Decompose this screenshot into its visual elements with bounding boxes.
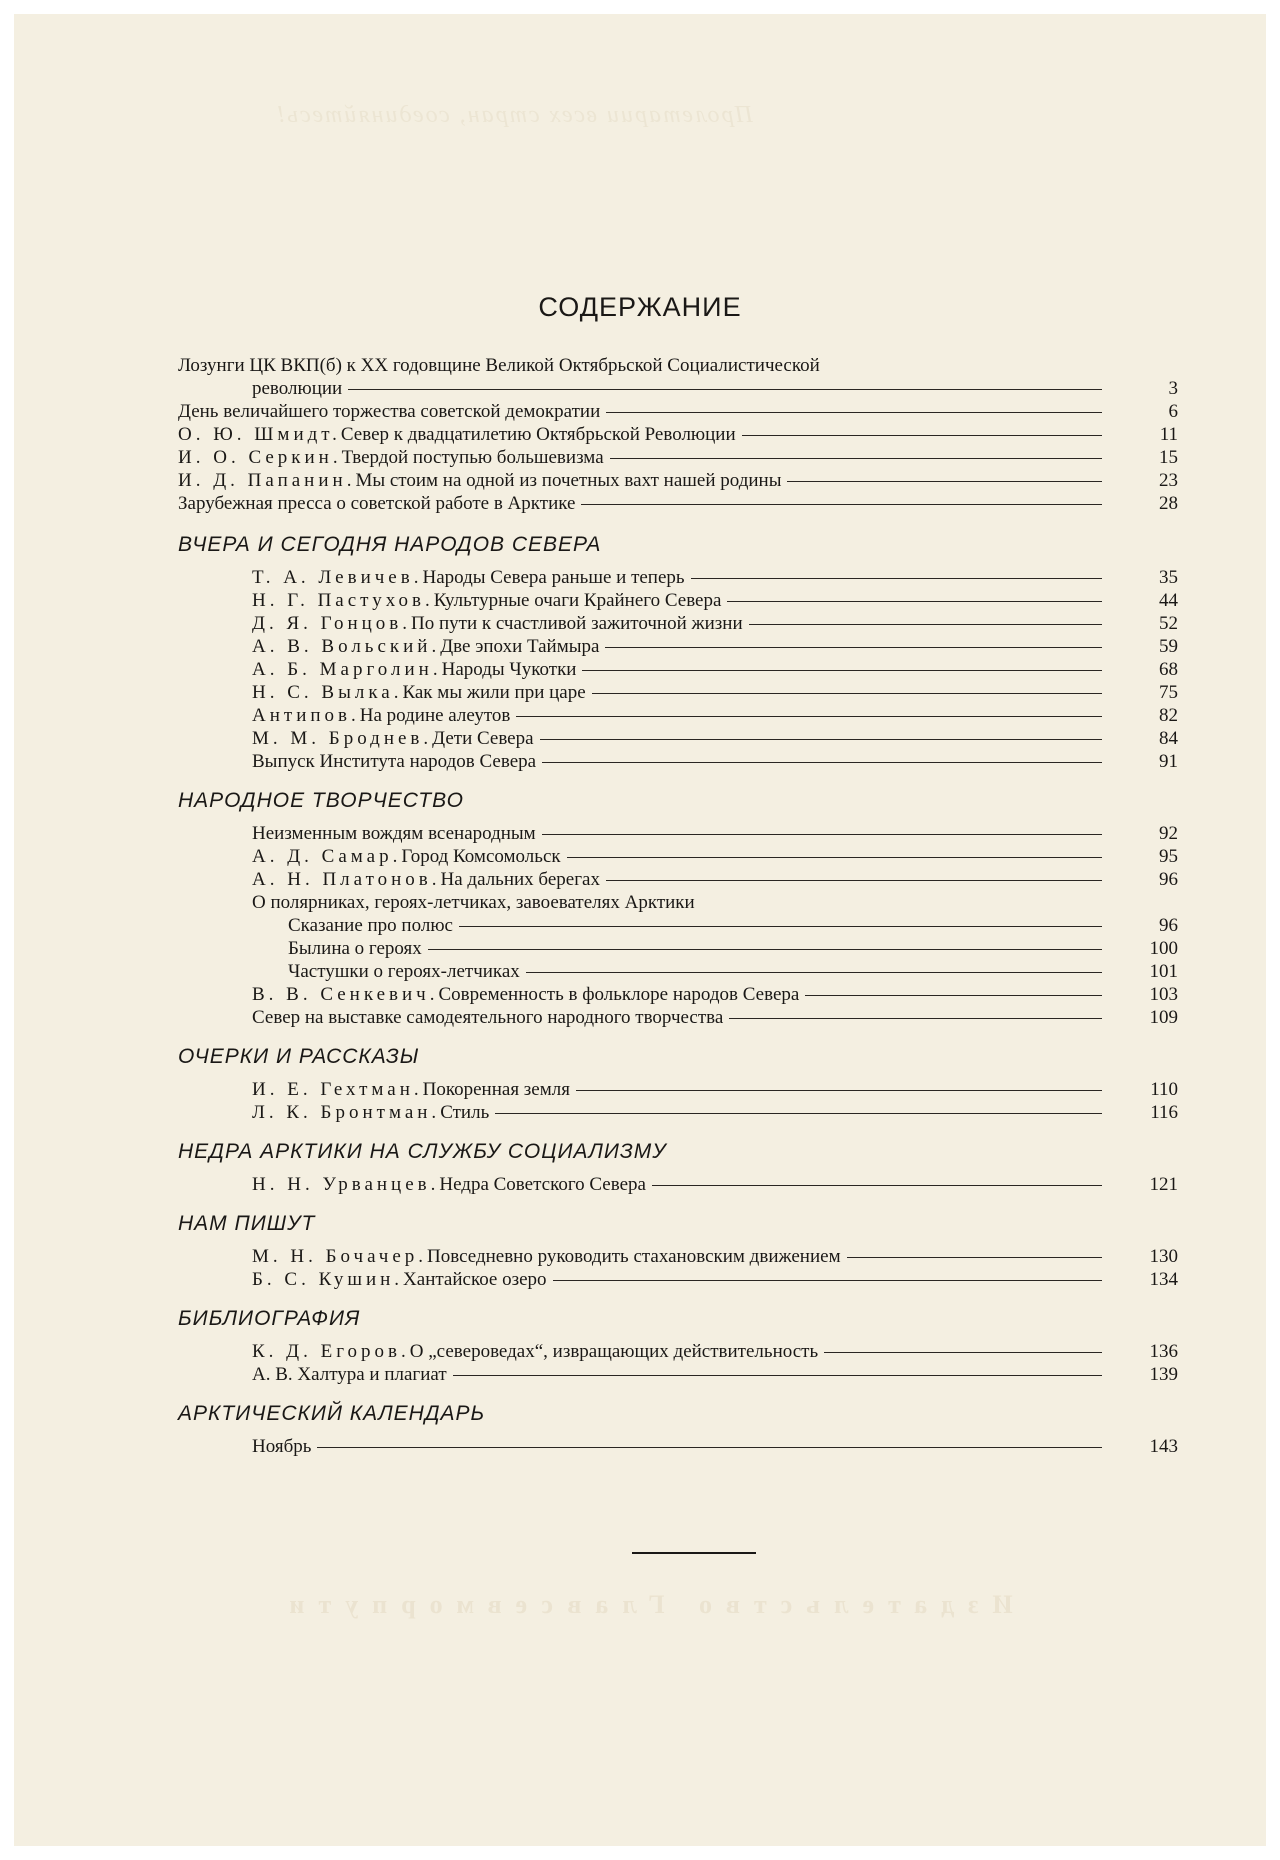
toc-entry-page: 100 <box>1149 938 1178 959</box>
toc-entry <box>178 1435 1178 1458</box>
page-title: СОДЕРЖАНИЕ <box>538 292 742 322</box>
toc-entry-page: 95 <box>1159 846 1178 867</box>
toc-entry <box>178 822 1178 845</box>
toc-entry-title: Город Комсомольск <box>401 846 561 867</box>
toc-entry-page: 15 <box>1159 447 1178 468</box>
toc-entry <box>178 1173 1178 1196</box>
toc-entry-title: Повседневно руководить стахановским движением <box>427 1246 841 1267</box>
toc-entry <box>178 960 1178 983</box>
bleed-through-publisher: Издательство Главсевморпути <box>275 1590 1013 1619</box>
toc-entry <box>178 377 1178 400</box>
toc-entry-author: Антипов. <box>252 705 360 726</box>
toc-entry-title: Ноябрь <box>252 1436 312 1457</box>
toc-entry <box>178 612 1178 635</box>
toc-entry-title: О „североведах“, извращающих действительность <box>409 1341 819 1362</box>
toc-entry-page: 75 <box>1159 682 1178 703</box>
toc-entry-author: О. Ю. Шмидт. <box>178 424 341 445</box>
toc-entry-page: 44 <box>1159 590 1178 611</box>
toc-entry-page: 121 <box>1149 1174 1178 1195</box>
toc-entry-author: Н. Г. Пастухов. <box>252 590 434 611</box>
closing-rule <box>632 1552 756 1554</box>
leader-line <box>652 1185 1102 1186</box>
toc-entry-page: 35 <box>1159 567 1178 588</box>
leader-line <box>805 995 1102 996</box>
toc-entry-author: Н. Н. Урванцев. <box>252 1174 440 1195</box>
toc-entry-author: К. Д. Егоров. <box>252 1341 410 1362</box>
leader-line <box>691 578 1102 579</box>
leader-line <box>576 1090 1102 1091</box>
leader-line <box>459 926 1102 927</box>
toc-entry-title: Дети Севера <box>432 728 534 749</box>
leader-line <box>729 1018 1102 1019</box>
toc-entry-page: 82 <box>1159 705 1178 726</box>
leader-line <box>516 716 1102 717</box>
toc-entry-title: А. В. Халтура и плагиат <box>252 1364 447 1385</box>
toc-entry <box>178 1363 1178 1386</box>
toc-entry-title: О полярниках, героях-летчиках, завоевателях Арктики <box>252 892 695 913</box>
leader-line <box>749 624 1102 625</box>
toc-entry-author: Б. С. Кушин. <box>252 1269 404 1290</box>
leader-line <box>553 1280 1102 1281</box>
leader-line <box>742 435 1102 436</box>
toc-entry <box>178 983 1178 1006</box>
toc-entry-page: 11 <box>1159 424 1178 445</box>
toc-entry-title: Покоренная земля <box>422 1079 570 1100</box>
leader-line <box>787 481 1102 482</box>
leader-line <box>526 972 1102 973</box>
toc-entry-author: Л. К. Бронтман. <box>252 1102 441 1123</box>
leader-line <box>606 412 1102 413</box>
book-page <box>14 14 1266 1846</box>
table-of-contents <box>178 354 1178 1458</box>
section-heading: НАМ ПИШУТ <box>178 1212 316 1235</box>
toc-entry-title: Север на выставке самодеятельного народного творчества <box>252 1007 724 1028</box>
leader-line <box>727 601 1102 602</box>
toc-entry-first-line: Лозунги ЦК ВКП(б) к XX годовщине Великой Октябрьской Социалистической <box>178 355 820 376</box>
toc-entry-page: 96 <box>1159 915 1178 936</box>
toc-entry-title: Стиль <box>440 1102 490 1123</box>
toc-entry-title: Недра Советского Севера <box>439 1174 646 1195</box>
toc-entry-title: Частушки о героях-летчиках <box>288 961 520 982</box>
toc-entry-page: 91 <box>1159 751 1178 772</box>
toc-entry-title: Сказание про полюс <box>288 915 453 936</box>
toc-entry-title: Неизменным вождям всенародным <box>252 823 536 844</box>
section-heading: ОЧЕРКИ И РАССКАЗЫ <box>178 1045 420 1068</box>
toc-entry-page: 109 <box>1149 1007 1178 1028</box>
toc-entry-page: 52 <box>1159 613 1178 634</box>
toc-entry <box>178 681 1178 704</box>
section-heading: БИБЛИОГРАФИЯ <box>178 1307 361 1330</box>
toc-entry-title: Две эпохи Таймыра <box>440 636 600 657</box>
toc-entry-author: А. Д. Самар. <box>252 846 402 867</box>
leader-line <box>847 1257 1102 1258</box>
toc-entry-page: 116 <box>1150 1102 1178 1123</box>
toc-entry <box>178 1101 1178 1124</box>
toc-entry-title: Зарубежная пресса о советской работе в Арктике <box>178 493 576 514</box>
toc-entry-page: 143 <box>1149 1436 1178 1457</box>
toc-entry <box>178 704 1178 727</box>
toc-entry-page: 6 <box>1168 401 1178 422</box>
toc-entry <box>178 914 1178 937</box>
toc-entry-page: 139 <box>1149 1364 1178 1385</box>
leader-line <box>542 834 1102 835</box>
toc-entry-title: День величайшего торжества советской демократии <box>178 401 601 422</box>
toc-entry-page: 68 <box>1159 659 1178 680</box>
toc-entry <box>178 868 1178 891</box>
toc-entry-title: Былина о героях <box>288 938 422 959</box>
toc-entry-page: 136 <box>1149 1341 1178 1362</box>
toc-entry-page: 92 <box>1159 823 1178 844</box>
toc-entry <box>178 492 1178 515</box>
toc-entry-title: На родине алеутов <box>359 705 511 726</box>
toc-entry <box>178 937 1178 960</box>
toc-entry <box>178 658 1178 681</box>
toc-entry <box>178 635 1178 658</box>
toc-entry-author: М. Н. Бочачер. <box>252 1246 428 1267</box>
toc-entry-author: В. В. Сенкевич. <box>252 984 439 1005</box>
toc-entry-title: Север к двадцатилетию Октябрьской Революции <box>340 424 736 445</box>
toc-entry-page: 96 <box>1159 869 1178 890</box>
toc-entry-title: Выпуск Института народов Севера <box>252 751 537 772</box>
leader-line <box>567 857 1102 858</box>
toc-entry-page: 59 <box>1159 636 1178 657</box>
toc-entry-author: М. М. Броднев. <box>252 728 433 749</box>
toc-entry <box>178 845 1178 868</box>
toc-entry <box>178 423 1178 446</box>
toc-entry-title: Мы стоим на одной из почетных вахт нашей родины <box>355 470 782 491</box>
toc-entry-author: Д. Я. Гонцов. <box>252 613 412 634</box>
toc-entry-author: Н. С. Вылка. <box>252 682 403 703</box>
section-heading: АРКТИЧЕСКИЙ КАЛЕНДАРЬ <box>178 1402 486 1425</box>
toc-entry-title: революции <box>252 378 343 399</box>
toc-entry-title: Народы Севера раньше и теперь <box>422 567 685 588</box>
toc-entry-title: Народы Чукотки <box>441 659 577 680</box>
leader-line <box>582 670 1102 671</box>
toc-entry-page: 23 <box>1159 470 1178 491</box>
toc-entry-title: Твердой поступью большевизма <box>341 447 604 468</box>
toc-entry-page: 101 <box>1149 961 1178 982</box>
leader-line <box>606 880 1102 881</box>
toc-entry <box>178 1245 1178 1268</box>
leader-line <box>592 693 1102 694</box>
toc-entry-author: А. Б. Марголин. <box>252 659 442 680</box>
toc-entry <box>178 1340 1178 1363</box>
toc-entry <box>178 1078 1178 1101</box>
toc-entry <box>178 750 1178 773</box>
leader-line <box>317 1447 1102 1448</box>
toc-entry-title: Современность в фольклоре народов Севера <box>438 984 800 1005</box>
toc-entry-author: И. Е. Гехтман. <box>252 1079 423 1100</box>
toc-entry-author: И. О. Серкин. <box>178 447 342 468</box>
toc-entry-page: 84 <box>1159 728 1178 749</box>
toc-entry <box>178 727 1178 750</box>
toc-entry-title: На дальних берегах <box>440 869 600 890</box>
toc-entry-page: 134 <box>1149 1269 1178 1290</box>
leader-line <box>348 389 1102 390</box>
leader-line <box>453 1375 1102 1376</box>
toc-entry-page: 28 <box>1159 493 1178 514</box>
toc-entry-page: 103 <box>1149 984 1178 1005</box>
section-heading: ВЧЕРА И СЕГОДНЯ НАРОДОВ СЕВЕРА <box>178 533 602 556</box>
bleed-through-slogan: Пролетарии всех стран, соединяйтесь! <box>275 102 753 128</box>
toc-entry-title: Как мы жили при царе <box>402 682 586 703</box>
leader-line <box>605 647 1102 648</box>
leader-line <box>824 1352 1102 1353</box>
leader-line <box>540 739 1102 740</box>
toc-entry <box>178 566 1178 589</box>
toc-entry-page: 130 <box>1149 1246 1178 1267</box>
toc-entry <box>178 589 1178 612</box>
toc-entry <box>178 891 1178 914</box>
toc-entry <box>178 446 1178 469</box>
toc-entry-page: 3 <box>1168 378 1178 399</box>
toc-entry-author: А. В. Вольский. <box>252 636 441 657</box>
toc-entry-author: И. Д. Папанин. <box>178 470 356 491</box>
toc-entry <box>178 1268 1178 1291</box>
toc-entry-title: По пути к счастливой зажиточной жизни <box>411 613 743 634</box>
toc-entry-title: Хантайское озеро <box>403 1269 547 1290</box>
toc-entry-title: Культурные очаги Крайнего Севера <box>433 590 722 611</box>
section-heading: НАРОДНОЕ ТВОРЧЕСТВО <box>178 789 464 812</box>
toc-entry <box>178 1006 1178 1029</box>
toc-entry <box>178 400 1178 423</box>
leader-line <box>428 949 1102 950</box>
leader-line <box>581 504 1102 505</box>
toc-entry-author: А. Н. Платонов. <box>252 869 441 890</box>
section-heading: НЕДРА АРКТИКИ НА СЛУЖБУ СОЦИАЛИЗМУ <box>178 1140 667 1163</box>
leader-line <box>495 1113 1102 1114</box>
toc-entry-author: Т. А. Левичев. <box>252 567 423 588</box>
leader-line <box>542 762 1102 763</box>
toc-entry <box>178 469 1178 492</box>
leader-line <box>610 458 1102 459</box>
toc-entry-page: 110 <box>1150 1079 1178 1100</box>
